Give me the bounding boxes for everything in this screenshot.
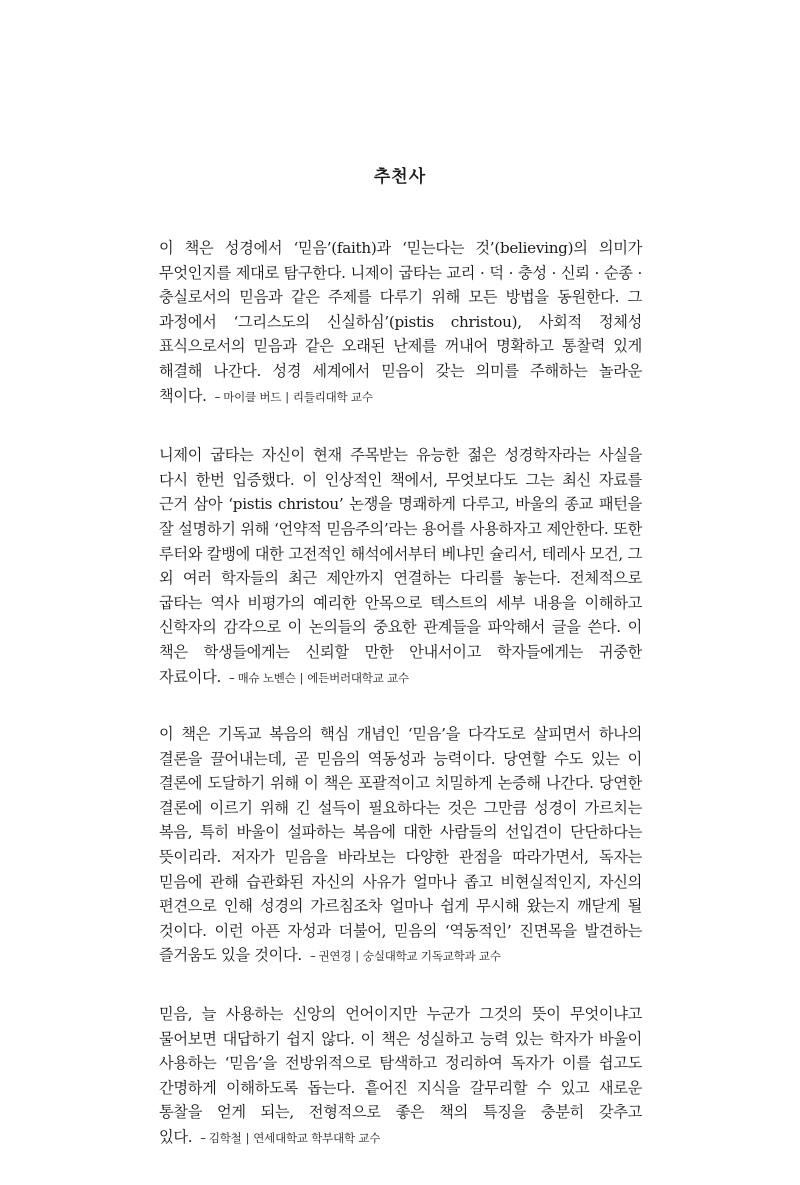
attribution-separator: | [285, 389, 289, 404]
endorsement-attribution [229, 671, 409, 685]
attribution-dash: – [229, 670, 235, 685]
endorsement-attribution [200, 1131, 380, 1145]
endorsement-text: 이 책은 성경에서 ‘믿음’(faith)과 ‘믿는다는 것’(believing)의 의미가 무엇인지를 제대로 탐구한다. 니제이 굽타는 교리 · 덕 · 충성 · 신뢰 · 순종 · 충실로서의 믿음과 같은 주제를 다루기 위해 모든 방법을 동원한다. 그 과정에서 ‘그리스도의 신실하심’(pistis christou), 사회적 정체성 표식으로서의 믿음과 같은 오래된 난제를 꺼내어 명확하고 통찰력 있게 해결해 나간다. 성경 세계에서 믿음이 갖는 의미를 주해하는 놀라운 책이다. [159, 239, 642, 405]
endorser-name: 김학철 [208, 1131, 242, 1145]
endorsement-3 [159, 722, 642, 969]
attribution-dash: – [214, 389, 221, 404]
endorser-affiliation: 연세대학교 학부대학 교수 [253, 1131, 381, 1145]
endorsement-text: 니제이 굽타는 자신이 현재 주목받는 유능한 젊은 성경학자라는 사실을 다시 한번 입증했다. 이 인상적인 책에서, 무엇보다도 그는 최신 자료를 근거 삼아 ‘pistis christou’ 논쟁을 명쾌하게 다루고, 바울의 종교 패턴을 잘 설명하기 위해 ‘언약적 믿음주의’라는 용어를 사용하자고 제안한다. 또한 루터와 칼뱅에 대한 고전적인 해석에서부터 베냐민 슐리서, 테레사 모건, 그 외 여러 학자들의 최근 제안까지 연결하는 다리를 놓는다. 전체적으로 굽타는 역사 비평가의 예리한 안목으로 텍스트의 세부 내용을 이해하고 신학자의 감각으로 이 논의들의 중요한 관계들을 파악해서 글을 쓴다. 이 책은 학생들에게는 신뢰할 만한 안내서이고 학자들에게는 귀중한 자료이다. [159, 446, 642, 686]
endorsement-4 [159, 1002, 642, 1151]
endorsement-attribution [310, 949, 501, 963]
endorsement-attribution [215, 390, 373, 404]
attribution-separator: | [245, 1131, 250, 1145]
endorser-affiliation: 숭실대학교 기독교학과 교수 [362, 949, 501, 964]
attribution-separator: | [299, 670, 304, 685]
endorsement-text: 이 책은 기독교 복음의 핵심 개념인 ‘믿음’을 다각도로 살피면서 하나의 결론을 끌어내는데, 곧 믿음의 역동성과 능력이다. 당연할 수도 있는 이 결론에 도달하기 위해 이 책은 포괄적이고 치밀하게 논증해 나간다. 당연한 결론에 이르기 위해 긴 설득이 필요하다는 것은 그만큼 성경이 가르치는 복음, 특히 바울이 설파하는 복음에 대한 사람들의 선입견이 단단하다는 뜻이리라. 저자가 믿음을 바라보는 다양한 관점을 따라가면서, 독자는 믿음에 관해 습관화된 자신의 사유가 얼마나 좁고 비현실적인지, 자신의 편견으로 인해 성경의 가르침조차 얼마나 쉽게 무시해 왔는지 깨닫게 될 것이다. 이런 아픈 자성과 더불어, 믿음의 ‘역동적인’ 진면목을 발견하는 즐거움도 있을 것이다. [159, 725, 642, 965]
endorser-affiliation: 에든버러대학교 교수 [307, 670, 409, 685]
attribution-dash: – [200, 1131, 206, 1145]
page-title: 추천사 [373, 167, 427, 187]
endorser-name: 권연경 [318, 949, 352, 964]
endorser-name: 매슈 노벤슨 [237, 670, 296, 685]
endorser-affiliation: 리들리대학 교수 [292, 389, 373, 404]
endorsement-2 [159, 443, 642, 690]
attribution-dash: – [309, 949, 316, 964]
endorser-name: 마이클 버드 [223, 389, 282, 404]
endorsements-section [159, 236, 642, 1185]
endorsement-1 [159, 236, 642, 409]
attribution-separator: | [355, 949, 359, 964]
endorsement-text: 믿음, 늘 사용하는 신앙의 언어이지만 누군가 그것의 뜻이 무엇이냐고 물어보면 대답하기 쉽지 않다. 이 책은 성실하고 능력 있는 학자가 바울이 사용하는 ‘믿음’을 전방위적으로 탐색하고 정리하여 독자가 이를 쉽고도 간명하게 이해하도록 돕는다. 흩어진 지식을 갈무리할 수 있고 새로운 통찰을 얻게 되는, 전형적으로 좋은 책의 특징을 충분히 갖추고 있다. [159, 1005, 642, 1146]
